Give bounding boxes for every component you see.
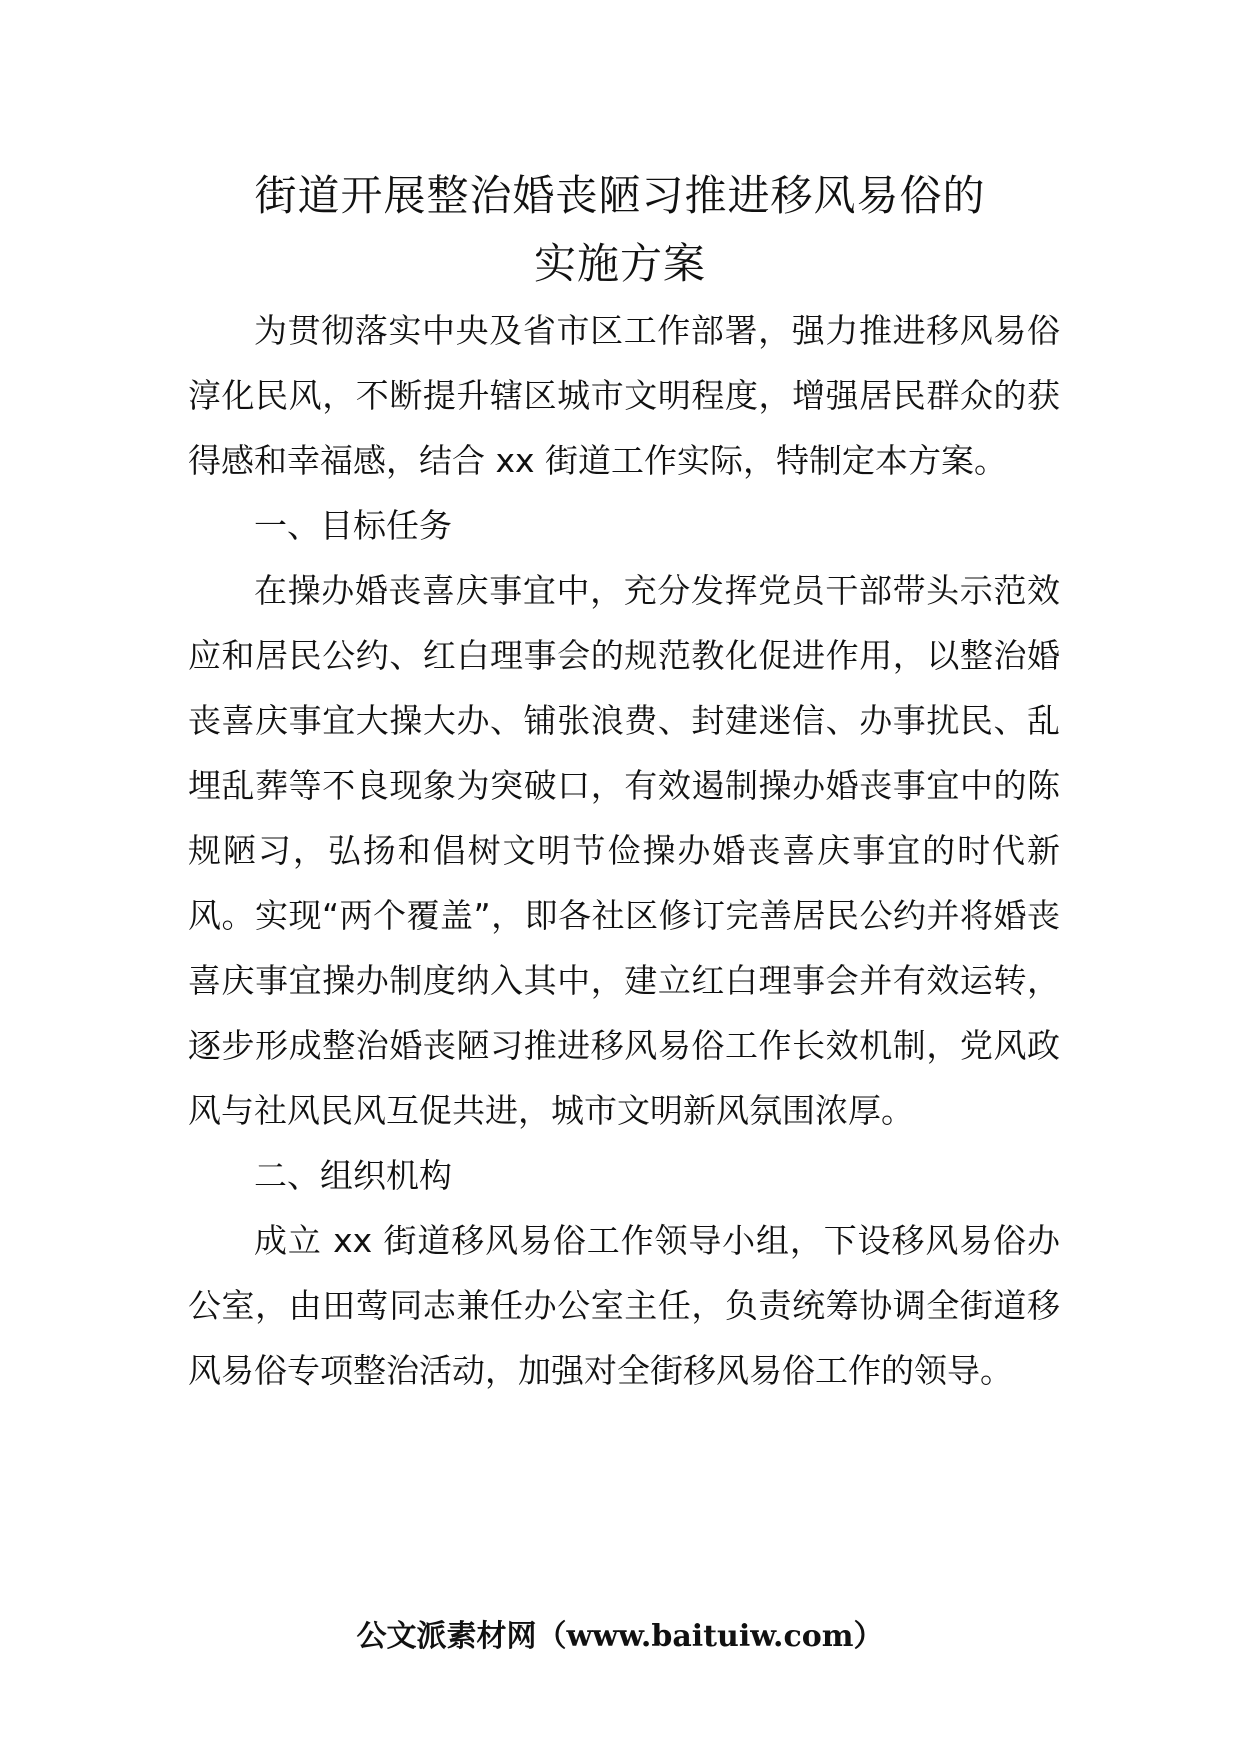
- intro-paragraph: 为贯彻落实中央及省市区工作部署，强力推进移风易俗淳化民风，不断提升辖区城市文明程度，增强居民群众的获得感和幸福感，结合 xx 街道工作实际，特制定本方案。: [188, 311, 1060, 480]
- document-body: [188, 298, 1060, 1403]
- document-title-line-2: 实施方案: [533, 239, 706, 288]
- section-heading-goals: 一、目标任务: [254, 506, 452, 545]
- footer-watermark: 公文派素材网（www.baituiw.com）: [356, 1619, 884, 1654]
- section-heading-organization: 二、组织机构: [254, 1156, 452, 1195]
- document-title-line-1: 街道开展整治婚丧陋习推进移风易俗的: [254, 171, 986, 220]
- goals-paragraph: 在操办婚丧喜庆事宜中，充分发挥党员干部带头示范效应和居民公约、红白理事会的规范教化促进作用，以整治婚丧喜庆事宜大操大办、铺张浪费、封建迷信、办事扰民、乱埋乱葬等不良现象为突破口，有效遏制操办婚丧事宜中的陈规陋习，弘扬和倡树文明节俭操办婚丧喜庆事宜的时代新风。实现“两个覆盖”，即各社区修订完善居民公约并将婚丧喜庆事宜操办制度纳入其中，建立红白理事会并有效运转，逐步形成整治婚丧陋习推进移风易俗工作长效机制，党风政风与社风民风互促共进，城市文明新风氛围浓厚。: [188, 571, 1060, 1130]
- organization-paragraph: 成立 xx 街道移风易俗工作领导小组，下设移风易俗办公室，由田莺同志兼任办公室主任，负责统筹协调全街道移风易俗专项整治活动，加强对全街移风易俗工作的领导。: [188, 1221, 1060, 1390]
